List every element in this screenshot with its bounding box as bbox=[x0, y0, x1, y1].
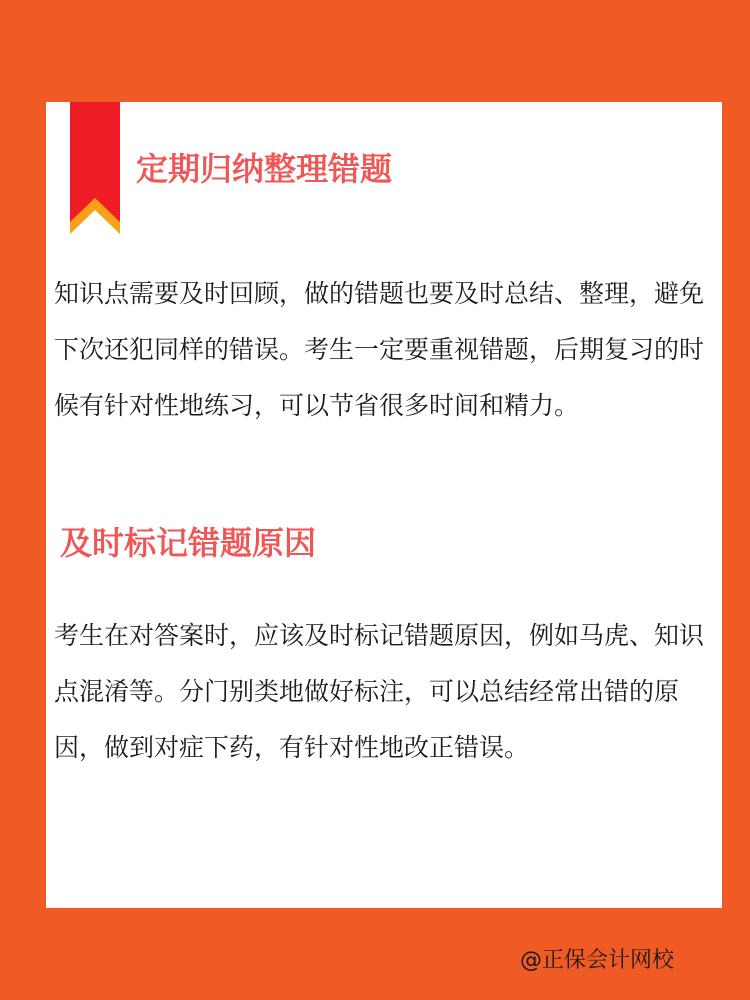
section-body-mark-reasons: 考生在对答案时，应该及时标记错题原因，例如马虎、知识点混淆等。分门别类地做好标注，可以总结经常出错的原因，做到对症下药，有针对性地改正错误。 bbox=[54, 621, 705, 762]
brand-watermark: @正保会计网校 bbox=[520, 948, 675, 973]
section-heading-mark-reasons: 及时标记错题原因 bbox=[60, 524, 317, 562]
section-body-review: 知识点需要及时回顾，做的错题也要及时总结、整理，避免下次还犯同样的错误。考生一定要重视错题，后期复习的时候有针对性地练习，可以节省很多时间和精力。 bbox=[54, 279, 705, 420]
bookmark-ribbon-icon bbox=[70, 102, 120, 236]
section-heading-review: 定期归纳整理错题 bbox=[136, 150, 393, 188]
content-card bbox=[46, 102, 722, 908]
